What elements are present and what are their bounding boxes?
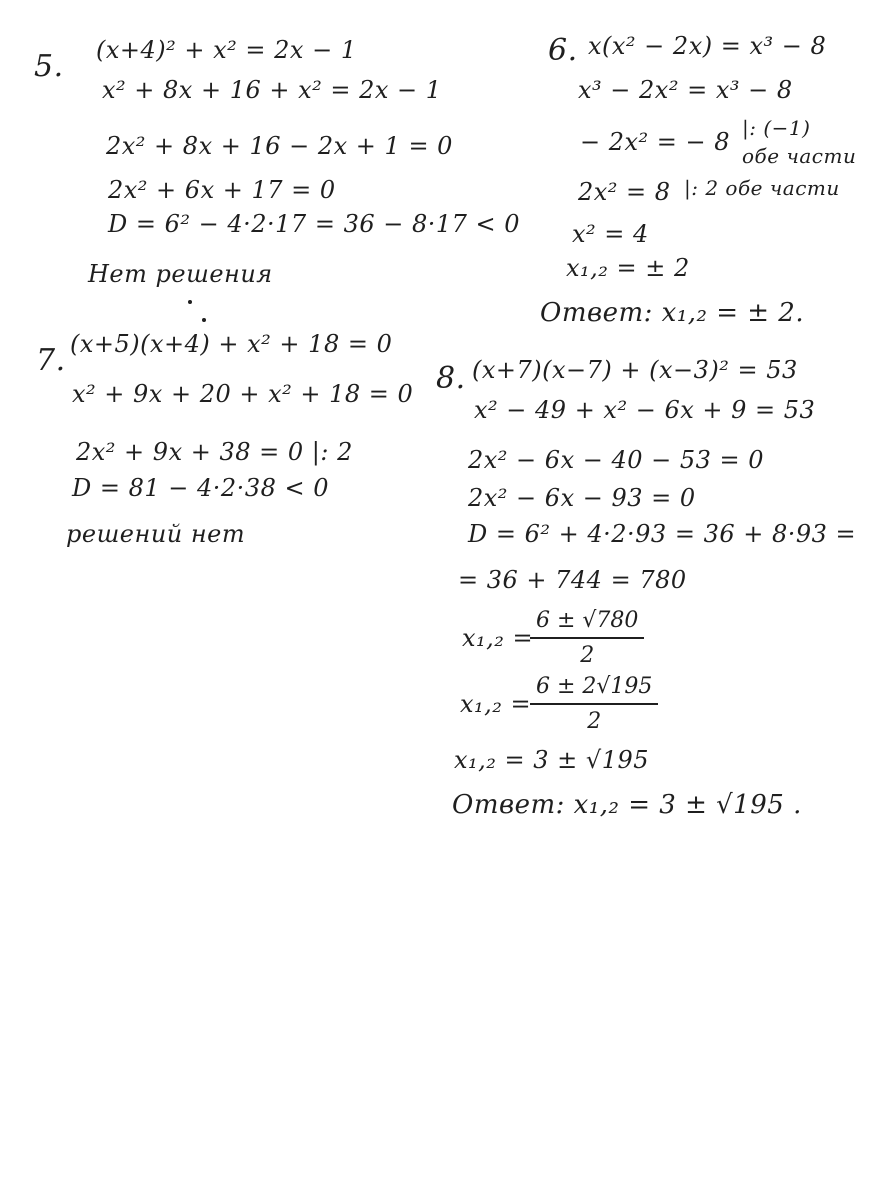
problem-5-line-3: 2x² + 8x + 16 − 2x + 1 = 0: [106, 132, 453, 160]
problem-5-line-1: (x+4)² + x² = 2x − 1: [96, 36, 357, 64]
problem-5-line-2: x² + 8x + 16 + x² = 2x − 1: [102, 76, 442, 104]
fraction-1: [530, 608, 644, 668]
problem-6-line-1: x(x² − 2x) = x³ − 8: [588, 32, 827, 60]
ink-dot: [188, 300, 192, 304]
problem-6-line-4: 2x² = 8: [578, 178, 671, 206]
fraction-2-numerator: 6 ± 2√195: [536, 674, 653, 699]
problem-6-number: 6.: [548, 33, 578, 68]
problem-8-line-9: x₁,₂ = 3 ± √195: [454, 746, 650, 774]
problem-6-note-2: обе части: [742, 144, 857, 168]
fraction-1-denominator: 2: [580, 643, 595, 668]
problem-5-line-4: 2x² + 6x + 17 = 0: [108, 176, 336, 204]
problem-7-line-2: x² + 9x + 20 + x² + 18 = 0: [72, 380, 414, 408]
problem-8-line-1: (x+7)(x−7) + (x−3)² = 53: [472, 356, 798, 384]
problem-6-line-3: − 2x² = − 8: [580, 128, 731, 156]
problem-6-line-5: x² = 4: [572, 220, 649, 248]
problem-8-line-6: = 36 + 744 = 780: [458, 566, 687, 594]
problem-8-line-7: x₁,₂ =: [462, 624, 534, 652]
problem-6-line-2: x³ − 2x² = x³ − 8: [578, 76, 793, 104]
problem-8-line-4: 2x² − 6x − 93 = 0: [468, 484, 696, 512]
problem-6-answer: Ответ: x₁,₂ = ± 2.: [540, 298, 805, 328]
problem-6-note-1: |: (−1): [742, 116, 811, 140]
problem-8-line-2: x² − 49 + x² − 6x + 9 = 53: [474, 396, 816, 424]
problem-8-line-3: 2x² − 6x − 40 − 53 = 0: [468, 446, 765, 474]
problem-5-line-6: Нет решения: [88, 260, 273, 288]
problem-7-number: 7.: [36, 343, 66, 378]
problem-5-number: 5.: [34, 49, 64, 84]
ink-dot: [202, 318, 206, 322]
problem-6-line-6: x₁,₂ = ± 2: [566, 254, 690, 282]
problem-7-line-5: решений нет: [66, 520, 246, 548]
fraction-2: [530, 674, 658, 734]
problem-5-line-5: D = 6² − 4·2·17 = 36 − 8·17 < 0: [108, 210, 521, 238]
problem-8-number: 8.: [436, 361, 466, 396]
fraction-1-numerator: 6 ± √780: [536, 608, 639, 633]
problem-7-line-3: 2x² + 9x + 38 = 0 |: 2: [76, 438, 353, 466]
problem-6-note-3: |: 2 обе части: [684, 176, 840, 200]
fraction-2-denominator: 2: [587, 709, 602, 734]
problem-8-answer: Ответ: x₁,₂ = 3 ± √195 .: [452, 790, 802, 820]
problem-8-line-8: x₁,₂ =: [460, 690, 532, 718]
problem-7-line-1: (x+5)(x+4) + x² + 18 = 0: [70, 330, 393, 358]
problem-8-line-5: D = 6² + 4·2·93 = 36 + 8·93 =: [468, 520, 857, 548]
problem-7-line-4: D = 81 − 4·2·38 < 0: [72, 474, 329, 502]
